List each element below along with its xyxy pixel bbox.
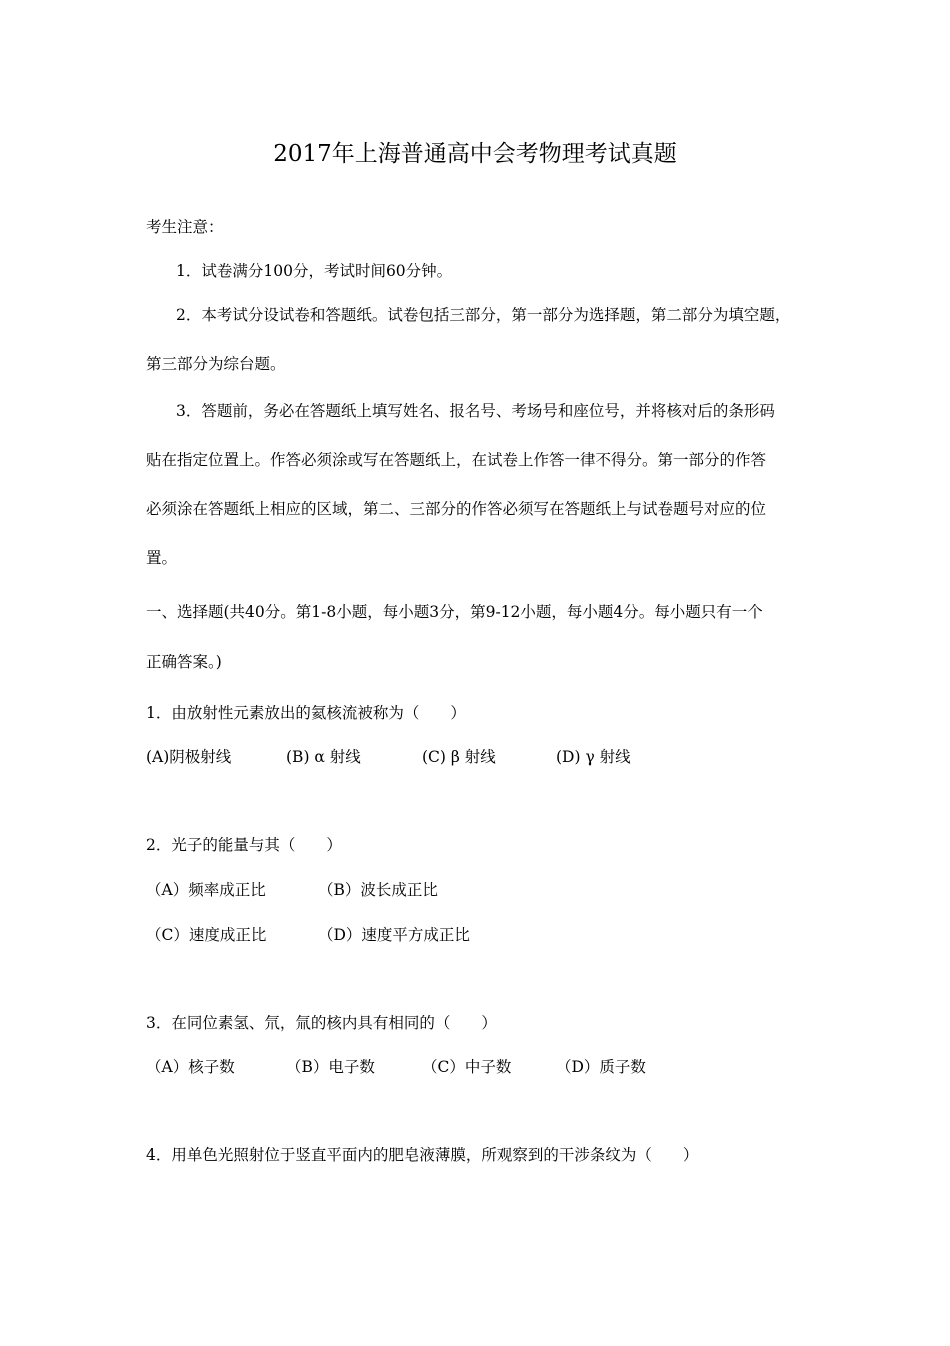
question-2-option-b: （B）波长成正比: [318, 881, 438, 899]
question-2-option-c: （C）速度成正比: [146, 926, 267, 944]
notice-item-2-line-1: 2．本考试分设试卷和答题纸。试卷包括三部分，第一部分为选择题，第二部分为填空题，: [176, 306, 791, 324]
question-3-option-a: （A）核子数: [146, 1058, 235, 1076]
question-3-option-d: （D）质子数: [556, 1058, 646, 1076]
section-1-heading-line-2: 正确答案。): [146, 653, 222, 671]
question-2-option-d: （D）速度平方成正比: [318, 926, 470, 944]
notice-item-3-line-1: 3．答题前，务必在答题纸上填写姓名、报名号、考场号和座位号，并将核对后的条形码: [176, 402, 775, 420]
page-title: 2017年上海普通高中会考物理考试真题: [273, 141, 677, 167]
question-3-option-c: （C）中子数: [422, 1058, 512, 1076]
question-4-stem: 4．用单色光照射位于竖直平面内的肥皂液薄膜，所观察到的干涉条纹为（ ）: [146, 1146, 699, 1164]
notice-item-1: 1．试卷满分100分，考试时间60分钟。: [176, 262, 453, 280]
notice-item-2-line-2: 第三部分为综台题。: [146, 355, 286, 373]
question-3-option-b: （B）电子数: [286, 1058, 375, 1076]
notice-item-3-line-4: 置。: [146, 549, 178, 567]
question-1-option-d: (D) γ 射线: [556, 748, 631, 766]
question-1-option-a: (A)阴极射线: [146, 748, 232, 766]
question-1-option-c: (C) β 射线: [422, 748, 496, 766]
notice-item-3-line-2: 贴在指定位置上。作答必须涂或写在答题纸上，在试卷上作答一律不得分。第一部分的作答: [146, 451, 767, 469]
question-1-option-b: (B) α 射线: [286, 748, 361, 766]
question-1-stem: 1．由放射性元素放出的氦核流被称为（ ）: [146, 704, 466, 722]
notice-heading: 考生注意：: [146, 218, 224, 236]
question-2-option-a: （A）频率成正比: [146, 881, 266, 899]
notice-item-3-line-3: 必须涂在答题纸上相应的区域，第二、三部分的作答必须写在答题纸上与试卷题号对应的位: [146, 500, 767, 518]
question-3-stem: 3．在同位素氢、氘，氚的核内具有相同的（ ）: [146, 1014, 497, 1032]
question-2-stem: 2．光子的能量与其（ ）: [146, 836, 342, 854]
section-1-heading-line-1: 一、选择题(共40分。第1-8小题，每小题3分，第9-12小题，每小题4分。每小题只有一个: [146, 603, 763, 621]
